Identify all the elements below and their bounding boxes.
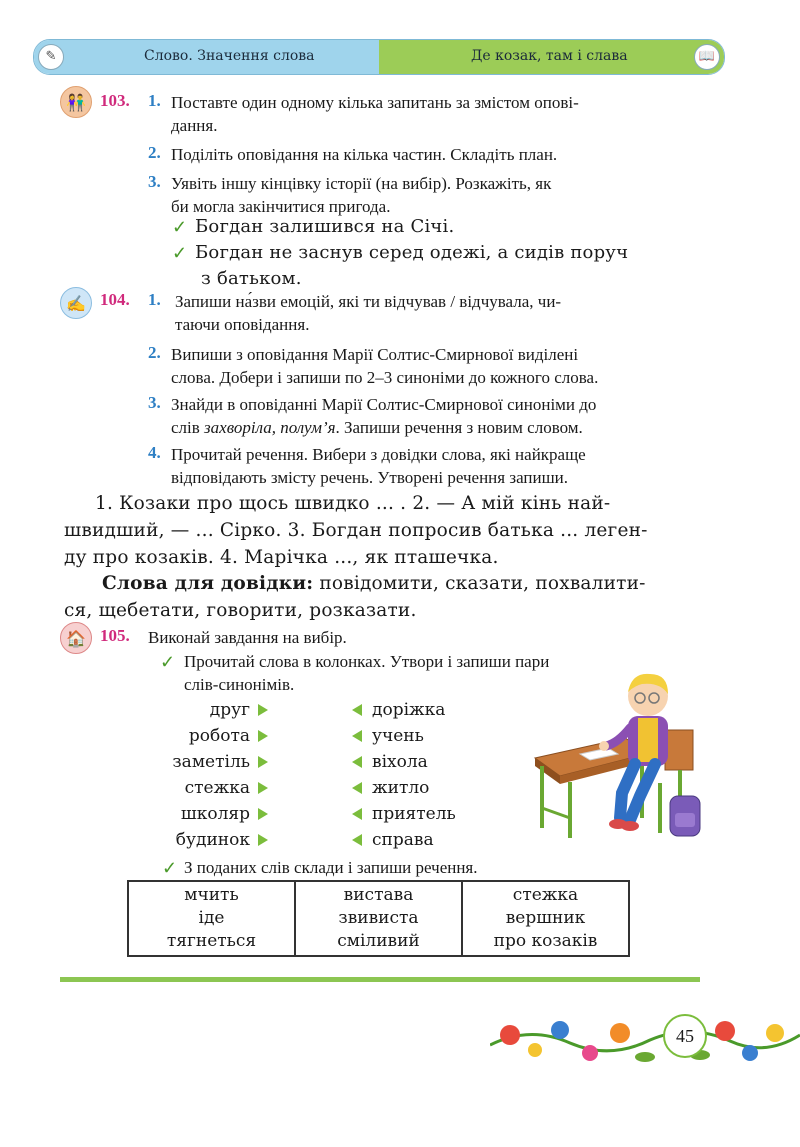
ex104-item-1 <box>175 290 561 336</box>
ex103-option-1 <box>195 214 454 240</box>
right-word-column <box>352 697 456 853</box>
bottom-divider <box>60 977 700 982</box>
exercise-104-number: 104. <box>100 290 130 309</box>
ex103-item-2-num: 2. <box>148 143 161 162</box>
cell-word: стежка <box>512 885 579 905</box>
text-line: Богдан залишився на Січі. <box>195 216 455 237</box>
header-right <box>379 40 724 74</box>
ex105-intro: Виконай завдання на вибір. <box>148 628 347 647</box>
check-icon: ✓ <box>172 243 188 264</box>
check-icon: ✓ <box>172 217 188 238</box>
left-word: стежка <box>184 778 250 798</box>
text-line: Поділіть оповідання на кілька частин. Складіть план. <box>171 145 558 164</box>
text-fragment: слів <box>171 418 205 437</box>
table-cell <box>462 881 629 956</box>
arrow-left-icon <box>352 730 362 742</box>
hint-words: повідомити, сказати, похвалити- <box>313 573 646 594</box>
right-word: учень <box>372 726 424 746</box>
text-line: Уявіть іншу кінцівку історії (на вибір). Розкажіть, як <box>171 174 552 193</box>
house-icon: 🏠 <box>60 622 92 654</box>
hint-line <box>64 570 704 597</box>
boy-at-desk-illustration <box>530 668 710 848</box>
ex104-item-4-num: 4. <box>148 443 161 462</box>
arrow-left-icon <box>352 782 362 794</box>
text-line: Поставте один одному кілька запитань за змістом опові- <box>171 93 579 112</box>
check-icon: ✓ <box>162 858 178 879</box>
sentence-line: 1. Козаки про щось швидко ... . 2. — А мій кінь най- <box>95 493 611 514</box>
exercise-103-number: 103. <box>100 91 130 110</box>
ex103-item-3 <box>171 172 551 218</box>
arrow-left-icon <box>352 808 362 820</box>
text-fragment: . Запиши речення з новим словом. <box>335 418 583 437</box>
hint-line: ся, щебетати, говорити, розказати. <box>64 600 417 621</box>
right-word: приятель <box>372 804 456 824</box>
text-line: Прочитай слова в колонках. Утвори і запиши пари <box>184 652 550 671</box>
table-cell <box>295 881 462 956</box>
arrow-right-icon <box>258 808 268 820</box>
arrow-left-icon <box>352 756 362 768</box>
arrow-left-icon <box>352 704 362 716</box>
right-word: доріжка <box>372 700 446 720</box>
exercise-105-number: 105. <box>100 626 130 645</box>
cell-word: про козаків <box>493 931 598 951</box>
header-right-title: Де козак, там і слава <box>471 48 628 64</box>
ex104-sentences <box>64 490 702 571</box>
ex104-item-4 <box>171 443 586 489</box>
left-word: робота <box>188 726 250 746</box>
left-word: заметіль <box>172 752 250 772</box>
cell-word: іде <box>198 908 225 928</box>
text-line: слова. Добери і запиши по 2–3 синоніми до кожного слова. <box>171 368 599 387</box>
arrow-right-icon <box>258 834 268 846</box>
header-left <box>34 40 379 74</box>
left-word: школяр <box>180 804 250 824</box>
ex103-item-1-num: 1. <box>148 91 161 110</box>
children-icon: 👫 <box>60 86 92 118</box>
italic-words: захворіла, полум’я <box>204 418 336 437</box>
ex103-item-2 <box>171 143 557 166</box>
check-icon: ✓ <box>160 652 176 673</box>
text-line: би могла закінчитися пригода. <box>171 197 391 216</box>
ex103-item-1 <box>171 91 579 137</box>
right-word: справа <box>372 830 434 850</box>
text-line <box>171 416 596 439</box>
arrow-right-icon <box>258 704 268 716</box>
text-line: Знайди в оповіданні Марії Солтис-Смирнової синоніми до <box>171 395 597 414</box>
book-icon: 📖 <box>694 44 720 70</box>
header-left-title: Слово. Значення слова <box>144 48 315 64</box>
left-word: будинок <box>175 830 250 850</box>
sentence-line: швидший, — ... Сірко. 3. Богдан попросив батька ... леген- <box>64 520 648 541</box>
arrow-right-icon <box>258 782 268 794</box>
left-word-column <box>155 697 268 853</box>
pen-icon: ✎ <box>38 44 64 70</box>
text-line: Запиши на́зви емоцій, які ти відчував / відчувала, чи- <box>175 292 562 311</box>
text-line: Випиши з оповідання Марії Солтис-Смирнової виділені <box>171 345 579 364</box>
right-word: віхола <box>372 752 428 772</box>
page-header <box>33 39 725 75</box>
ex104-hint <box>64 570 704 624</box>
ex105-task2: З поданих слів склади і запиши речення. <box>184 858 478 877</box>
table-cell <box>128 881 295 956</box>
cell-word: звивиста <box>338 908 419 928</box>
floral-ornament <box>490 1005 800 1075</box>
table-row <box>128 881 629 956</box>
text-line: таючи оповідання. <box>175 315 310 334</box>
ex104-item-2-num: 2. <box>148 343 161 362</box>
arrow-right-icon <box>258 730 268 742</box>
sentence-line: ду про козаків. 4. Марічка ..., як пташечка. <box>64 547 499 568</box>
right-word: житло <box>372 778 430 798</box>
text-line: відповідають змісту речень. Утворені речення запиши. <box>171 468 569 487</box>
text-line: з батьком. <box>201 268 302 289</box>
cell-word: сміливий <box>337 931 420 951</box>
text-line: Прочитай речення. Вибери з довідки слова, які найкраще <box>171 445 586 464</box>
hint-label: Слова для довідки: <box>102 573 314 594</box>
text-line: Богдан не заснув серед одежі, а сидів поруч <box>195 242 629 263</box>
cell-word: вершник <box>505 908 586 928</box>
arrow-left-icon <box>352 834 362 846</box>
ex104-item-1-num: 1. <box>148 290 161 309</box>
ex103-item-3-num: 3. <box>148 172 161 191</box>
ex104-item-3-num: 3. <box>148 393 161 412</box>
ex104-item-2 <box>171 343 598 389</box>
text-line: слів-синонімів. <box>184 675 295 694</box>
word-table <box>127 880 630 957</box>
ex103-option-2 <box>195 240 628 292</box>
ex104-item-3 <box>171 393 596 439</box>
writing-hand-icon: ✍ <box>60 287 92 319</box>
left-word: друг <box>209 700 250 720</box>
cell-word: тягнеться <box>166 931 257 951</box>
arrow-right-icon <box>258 756 268 768</box>
text-line: дання. <box>171 116 218 135</box>
page-number: 45 <box>663 1014 707 1058</box>
cell-word: мчить <box>184 885 239 905</box>
ex105-task1 <box>184 650 549 696</box>
cell-word: вистава <box>343 885 414 905</box>
